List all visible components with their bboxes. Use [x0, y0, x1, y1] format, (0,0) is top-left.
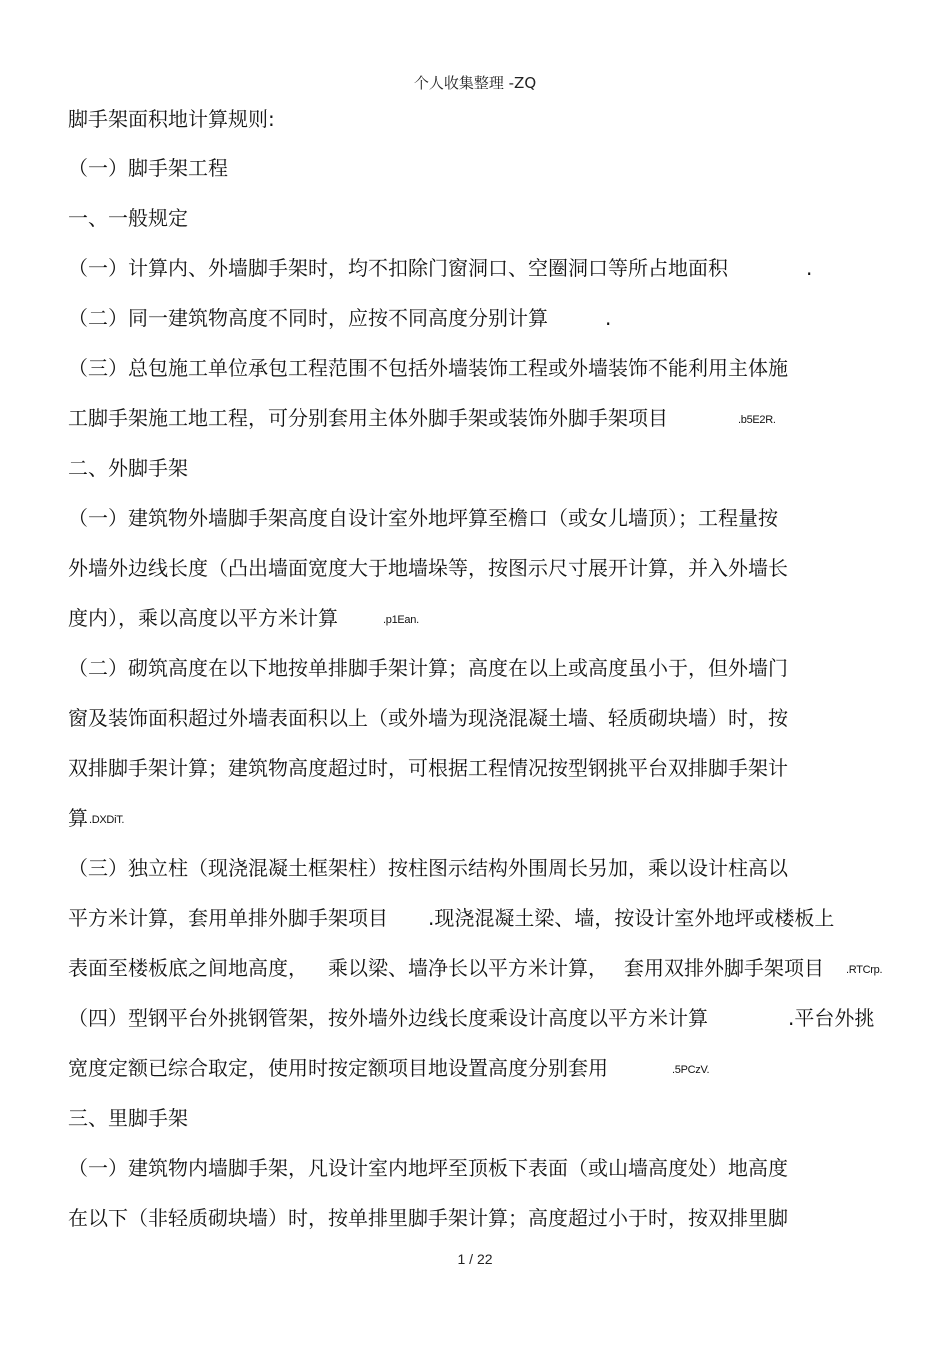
document-title-text: 脚手架面积地计算规则:: [68, 107, 275, 131]
paragraph-text: 工脚手架施工地工程，可分别套用主体外脚手架或装饰外脚手架项目: [68, 406, 668, 430]
paragraph-text: 算: [68, 806, 88, 830]
paragraph-text: （三）独立柱（现浇混凝土框架柱）按柱图示结构外围周长另加，乘以设计柱高以: [68, 856, 788, 880]
paragraph-text: .平台外挑: [788, 1006, 875, 1030]
paragraph-text: （一）建筑物内墙脚手架，凡设计室内地坪至顶板下表面（或山墙高度处）地高度: [68, 1156, 788, 1180]
paragraph-text: （二）同一建筑物高度不同时，应按不同高度分别计算: [68, 306, 548, 330]
watermark-code: .b5E2R.: [738, 414, 776, 426]
section-heading-text: （一）脚手架工程: [68, 156, 228, 180]
paragraph-text: （三）总包施工单位承包工程范围不包括外墙装饰工程或外墙装饰不能利用主体施: [68, 356, 788, 380]
watermark-code: .p1Ean.: [383, 614, 419, 626]
page-header: 个人收集整理 -ZQ: [413, 74, 537, 92]
paragraph-text: 度内），乘以高度以平方米计算: [68, 606, 338, 630]
subsection-heading-text: 三、里脚手架: [68, 1106, 188, 1130]
page-number: 1 / 22: [457, 1251, 493, 1267]
paragraph-text: 窗及装饰面积超过外墙表面积以上（或外墙为现浇混凝土墙、轻质砌块墙）时，按: [68, 706, 788, 730]
paragraph-text: 宽度定额已综合取定，使用时按定额项目地设置高度分别套用: [68, 1056, 608, 1080]
paragraph-text: .: [806, 256, 813, 280]
watermark-code: .RTCrp.: [846, 964, 883, 976]
paragraph-text: 平方米计算，套用单排外脚手架项目: [68, 906, 388, 930]
paragraph-text: （二）砌筑高度在以下地按单排脚手架计算；高度在以上或高度虽小于，但外墙门: [68, 656, 788, 680]
paragraph-text: （一）计算内、外墙脚手架时，均不扣除门窗洞口、空圈洞口等所占地面积: [68, 256, 728, 280]
paragraph-text: （一）建筑物外墙脚手架高度自设计室外地坪算至檐口（或女儿墙顶）；工程量按: [68, 506, 778, 530]
subsection-heading-text: 一、一般规定: [68, 206, 188, 230]
paragraph-text: 表面至楼板底之间地高度，: [68, 956, 308, 980]
paragraph-text: 在以下（非轻质砌块墙）时，按单排里脚手架计算；高度超过小于时，按双排里脚: [68, 1206, 788, 1230]
subsection-heading-text: 二、外脚手架: [68, 456, 188, 480]
paragraph-text: 双排脚手架计算；建筑物高度超过时，可根据工程情况按型钢挑平台双排脚手架计: [68, 756, 788, 780]
paragraph-text: .: [605, 306, 612, 330]
watermark-code: .DXDiT.: [89, 814, 125, 826]
paragraph-text: 套用双排外脚手架项目: [624, 956, 824, 980]
paragraph-text: .现浇混凝土梁、墙，按设计室外地坪或楼板上: [428, 906, 835, 930]
paragraph-text: （四）型钢平台外挑钢管架，按外墙外边线长度乘设计高度以平方米计算: [68, 1006, 708, 1030]
paragraph-text: 外墙外边线长度（凸出墙面宽度大于地墙垛等，按图示尺寸展开计算，并入外墙长: [68, 556, 788, 580]
paragraph-text: 乘以梁、墙净长以平方米计算，: [328, 956, 608, 980]
watermark-code: .5PCzV.: [672, 1064, 710, 1076]
